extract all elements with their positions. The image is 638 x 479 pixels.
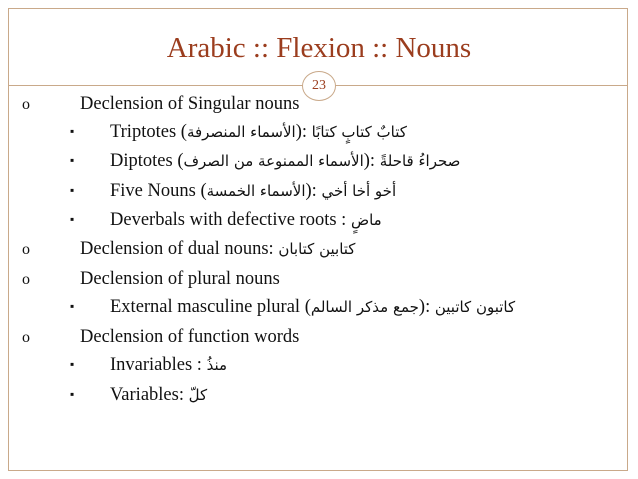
outline-item-five-nouns: [70, 181, 396, 202]
slide-title: Arabic :: Flexion :: Nouns: [166, 32, 472, 64]
arabic-examples: ماضٍ: [350, 211, 382, 229]
outline-text: Variables:: [110, 385, 189, 405]
outline-item-function-words: [22, 327, 299, 348]
outline-item-invariables: [70, 355, 227, 376]
arabic-examples: كتابين كتابان: [278, 240, 356, 258]
square-bullet-icon: ▪: [70, 124, 75, 138]
circle-bullet-icon: o: [22, 241, 30, 258]
outline-text: Declension of plural nouns: [80, 269, 280, 289]
outline-text: Invariables :: [110, 355, 207, 375]
outline-item-diptotes: [70, 151, 460, 172]
square-bullet-icon: ▪: [70, 387, 75, 401]
outline-text: Diptotes (: [110, 151, 184, 171]
outline-text: Declension of function words: [80, 327, 300, 347]
outline-text: Declension of dual nouns:: [80, 239, 279, 259]
outline-text: External masculine plural (: [110, 297, 311, 317]
circle-bullet-icon: o: [22, 96, 30, 113]
arabic-term: جمع مذكر السالم: [310, 298, 419, 316]
arabic-term: الأسماء الخمسة: [206, 182, 306, 200]
arabic-term: الأسماء المنصرفة: [186, 123, 296, 141]
square-bullet-icon: ▪: [70, 212, 75, 226]
circle-bullet-icon: o: [22, 271, 30, 288]
outline-text: Declension of Singular nouns: [80, 94, 300, 114]
outline-item-triptotes: [70, 122, 407, 143]
outline-suffix: ):: [363, 151, 380, 171]
arabic-examples: أخو أخا أخي: [321, 182, 397, 200]
outline-suffix: ):: [295, 122, 312, 142]
outline-suffix: ):: [305, 181, 322, 201]
square-bullet-icon: ▪: [70, 183, 75, 197]
square-bullet-icon: ▪: [70, 153, 75, 167]
outline-text: Deverbals with defective roots :: [110, 210, 351, 230]
outline-suffix: ):: [418, 297, 435, 317]
arabic-examples: منذُ: [206, 356, 228, 374]
outline-item-dual-nouns: [22, 239, 355, 260]
arabic-examples: كلّ: [188, 386, 208, 404]
outline-text: Triptotes (: [110, 122, 187, 142]
outline-item-plural-nouns: [22, 269, 280, 290]
outline-item-deverbals: [70, 210, 382, 231]
page-number-badge: 23: [302, 71, 336, 101]
arabic-examples: صحراءُ قاحلةً: [379, 152, 461, 170]
square-bullet-icon: ▪: [70, 299, 75, 313]
arabic-term: الأسماء الممنوعة من الصرف: [183, 152, 364, 170]
outline-text: Five Nouns (: [110, 181, 207, 201]
outline-item-singular-nouns: [22, 94, 299, 115]
square-bullet-icon: ▪: [70, 357, 75, 371]
arabic-examples: كتابٌ كتابٍ كتابًا: [311, 123, 407, 141]
arabic-examples: كاتبون كاتبين: [434, 298, 516, 316]
outline-item-variables: [70, 385, 207, 406]
circle-bullet-icon: o: [22, 329, 30, 346]
outline-item-masculine-plural: [70, 297, 515, 318]
